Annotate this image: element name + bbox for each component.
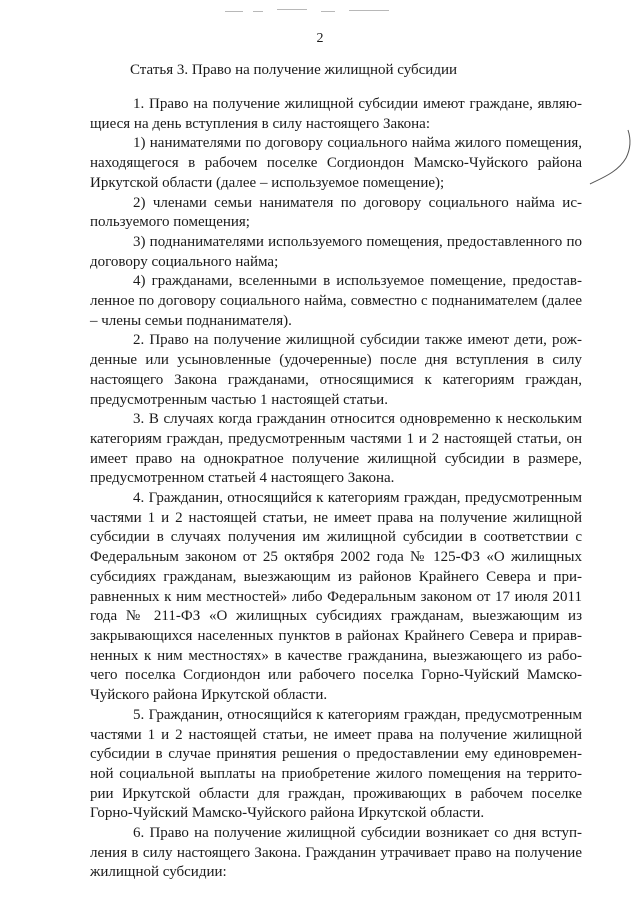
paragraph: 3. В случаях когда гражданин относится одновременно к нескольким категориям граждан, предусмотренным частями 1 и 2 настоящей статьи, он имеет право на однократное получение жилищной субсидии в размере, предусмотренном статьей 4 настоящего Закона.	[90, 411, 582, 487]
paragraph: 3) поднанимателями используемого помещения, предоставленного по договору социального найма;	[90, 233, 582, 270]
paragraph: 4) гражданами, вселенными в используемое помещение, предоставленное по договору социального найма, совместно с поднанимателем (далее – члены семьи поднанимателя).	[90, 273, 582, 329]
page-number: 2	[316, 31, 324, 46]
paragraph: 4. Гражданин, относящийся к категориям граждан, предусмотренным частями 1 и 2 настоящей статьи, не имеет права на получение жилищной субсидии в случаях получения им жилищной субсидии в соответствии с Федеральным законом от 25 октября 2002 года № 125-ФЗ «О жилищных субсидиях гражданам, выезжающим из районов Крайнего Севера и приравненных к ним местностей» либо Федеральным законом от 17 июля 2011 года № 211-ФЗ «О жилищных субсидиях гражданам, выезжающим из закрывающихся населенных пунктов в районах Крайнего Севера и приравненных к ним местностях» в качестве гражданина, выезжающего из рабочего поселка Согдиондон или рабочего поселка Горно-Чуйский Мамско-Чуйского района Иркутской области.	[90, 490, 582, 704]
paragraph: 5. Гражданин, относящийся к категориям граждан, предусмотренным частями 1 и 2 настоящей статьи, не имеет права на получение жилищной субсидии в случае принятия решения о предоставлении ему единовременной социальной выплаты на приобретение жилого помещения на территории Иркутской области для граждан, проживающих в рабочем поселке Горно-Чуйский Мамско-Чуйского района Иркутской области.	[90, 706, 582, 822]
paragraph: 6. Право на получение жилищной субсидии возникает со дня вступления в силу настоящего Закона. Гражданин утрачивает право на получение жилищной субсидии:	[90, 825, 582, 881]
paragraph: 2) членами семьи нанимателя по договору социального найма используемого помещения;	[90, 194, 582, 231]
margin-pen-mark	[588, 128, 634, 186]
article-body	[90, 95, 582, 883]
article-heading: Статья 3. Право на получение жилищной субсидии	[130, 62, 458, 78]
paragraph: 1. Право на получение жилищной субсидии имеют граждане, являющиеся на день вступления в силу настоящего Закона:	[90, 96, 582, 132]
paragraph: 1) нанимателями по договору социального найма жилого помещения, находящегося в рабочем поселке Согдиондон Мамско-Чуйского района Иркутской области (далее – используемое помещение);	[90, 135, 582, 191]
scan-artifact	[225, 8, 395, 16]
paragraph: 2. Право на получение жилищной субсидии также имеют дети, рожденные или усыновленные (удочеренные) после дня вступления в силу настоящего Закона гражданами, относящимися к категориям граждан, предусмотренным частью 1 настоящей статьи.	[90, 332, 582, 408]
